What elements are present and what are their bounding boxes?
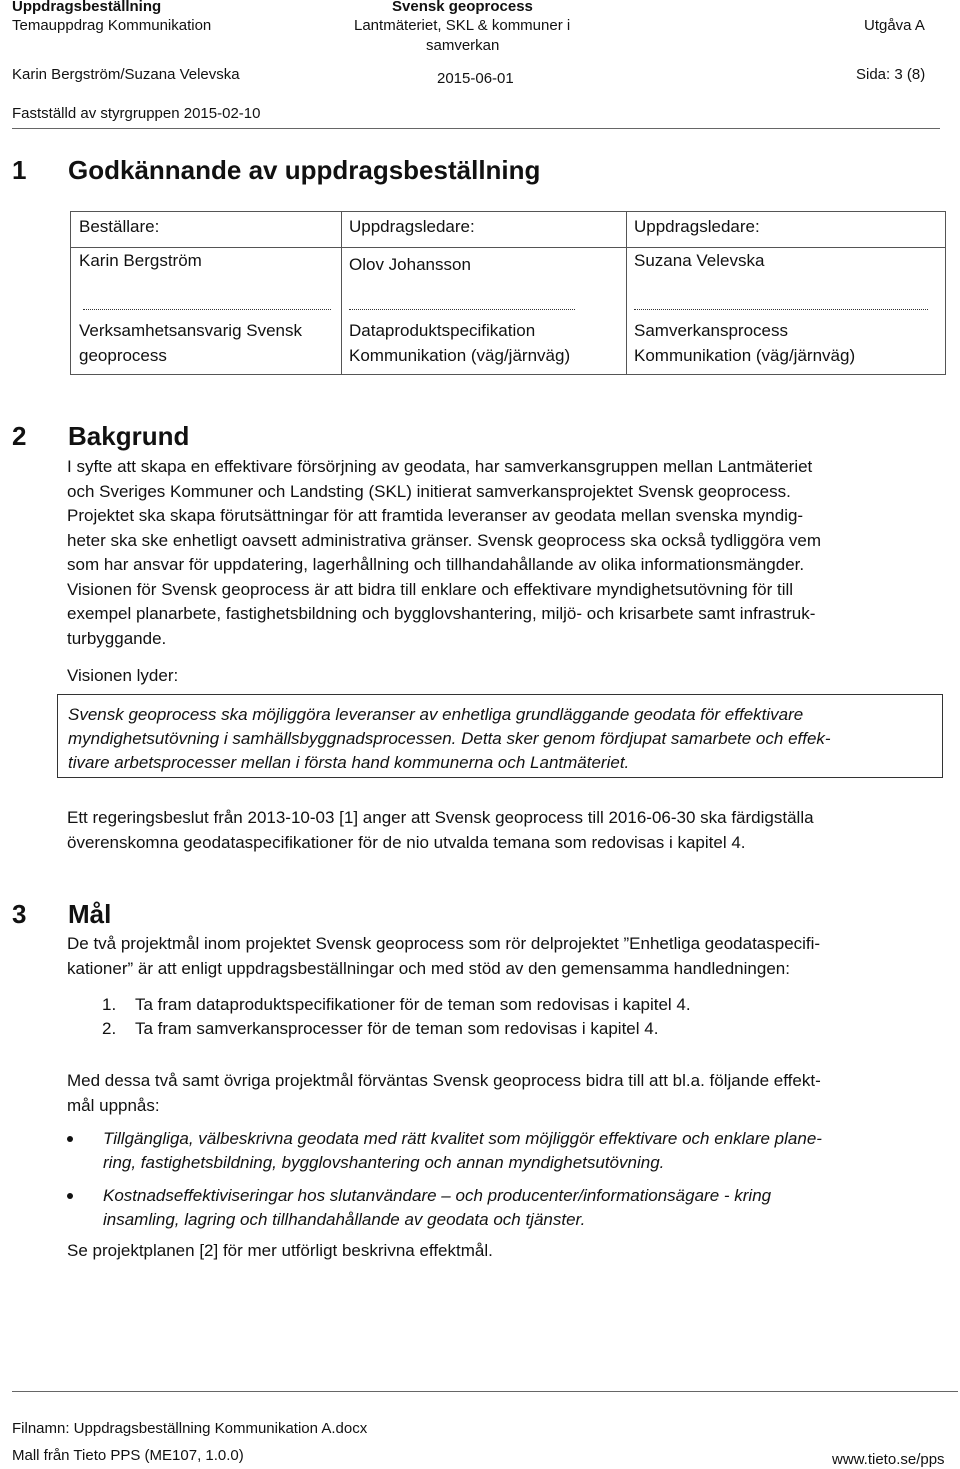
doc-date: 2015-06-01 [437,70,514,87]
text-line: Tillgängliga, välbeskrivna geodata med rätt kvalitet som möjliggör effektivare och enklare plane- [103,1129,822,1148]
table-col-divider [341,212,342,374]
list-text: Ta fram samverkansprocesser för de teman som redovisas i kapitel 4. [135,1019,659,1038]
section-2-heading [12,421,189,452]
section-title: Mål [68,899,112,929]
authors: Karin Bergström/Suzana Velevska [12,66,240,83]
text-line: De två projektmål inom projektet Svensk geoprocess som rör delprojektet ”Enhetliga geodataspecifi- [67,934,821,953]
footer-filename: Filnamn: Uppdragsbeställning Kommunikation A.docx [12,1420,368,1437]
text-line: Visionen för Svensk geoprocess är att bidra till enklare och effektivare myndighetsutövning för till [67,579,794,599]
signature-table [70,211,946,375]
text-line: överenskomna geodataspecifikationer för de nio utvalda temana som redovisas i kapitel 4. [67,832,746,852]
org-line-2: samverkan [426,37,500,54]
table-col-divider [626,212,627,374]
approved-note: Fastställd av styrgruppen 2015-02-10 [12,105,261,122]
text-line: Projektet ska skapa förutsättningar för att framtida leveranser av geodata mellan svenska myndig- [67,506,804,525]
list-number: 2. [102,1019,117,1038]
footer-link[interactable]: www.tieto.se/pps [832,1451,945,1468]
signature-cell-lead-1 [349,212,619,374]
text-line: exempel planarbete, fastighetsbildning och bygglovshantering, miljö- och krisarbete samt infrastruk- [67,604,816,623]
signature-line [634,302,928,310]
background-paragraph [67,455,947,651]
vision-quote-box [57,694,943,778]
signature-role: Verksamhetsansvarig Svensk geoprocess [79,321,302,365]
section-1-heading [12,155,540,186]
signature-label: Uppdragsledare: [634,217,760,236]
header-divider [12,128,940,129]
text-line: mål uppnås: [67,1095,160,1115]
page-number: Sida: 3 (8) [856,66,926,83]
footer-template: Mall från Tieto PPS (ME107, 1.0.0) [12,1447,244,1464]
section-number: 2 [12,421,27,451]
project-name: Svensk geoprocess [392,0,533,15]
signature-line [83,302,331,310]
text-line: Svensk geoprocess ska möjliggöra leveranser av enhetliga grundläggande geodata för effektivare [68,705,804,724]
closing-sentence: Se projektplanen [2] för mer utförligt beskrivna effektmål. [67,1241,493,1260]
org-line-1: Lantmäteriet, SKL & kommuner i [354,17,571,34]
decision-paragraph [67,806,947,855]
text-line: Med dessa två samt övriga projektmål förväntas Svensk geoprocess bidra till att bl.a. följande effekt- [67,1071,821,1090]
text-line: heter ska ske enhetligt oavsett administrativa gränser. Svensk geoprocess ska också tydliggöra vem [67,530,822,550]
text-line: och Sveriges Kommuner och Landsting (SKL) initierat samverkansprojektet Svensk geoprocess. [67,481,791,501]
text-line: insamling, lagring och tillhandahållande av geodata och tjänster. [103,1210,586,1229]
section-number: 1 [12,155,27,185]
edition: Utgåva A [864,17,925,34]
text-line: kationer” är att enligt uppdragsbeställningar och med stöd av den gemensamma handledningen: [67,958,790,978]
text-line: Kostnadseffektiviseringar hos slutanvändare – och producenter/informationsägare - kring [103,1186,772,1205]
signature-label: Beställare: [79,217,160,236]
signature-role: Samverkansprocess Kommunikation (väg/järnväg) [634,321,856,365]
section-number: 3 [12,899,27,929]
list-number: 1. [102,995,117,1014]
bullet-icon [67,1136,73,1142]
vision-intro: Visionen lyder: [67,666,179,685]
signature-cell-lead-2 [634,212,934,374]
text-line: som har ansvar för uppdatering, lagerhållning och tillhandahållande av olika informationsmängder. [67,555,805,574]
goal-list-item [102,1017,658,1042]
effect-bullet [67,1127,947,1175]
text-line: myndighetsutövning i samhällsbyggnadsprocessen. Detta sker genom fördjupat samarbete och effek- [68,729,831,748]
doc-type: Uppdragsbeställning [12,0,162,15]
goal-list-item [102,993,691,1018]
signature-role: Dataproduktspecifikation Kommunikation (väg/järnväg) [349,321,571,365]
signature-name: Suzana Velevska [634,251,765,270]
signature-name: Karin Bergström [79,251,202,270]
text-line: Ett regeringsbeslut från 2013-10-03 [1] anger att Svensk geoprocess till 2016-06-30 ska färdigställa [67,808,814,827]
goals-intro [67,932,947,981]
section-3-heading [12,899,111,930]
doc-subtitle: Temauppdrag Kommunikation [12,17,212,34]
section-title: Godkännande av uppdragsbeställning [68,155,541,185]
signature-cell-orderer [79,212,339,374]
section-title: Bakgrund [68,421,190,451]
effect-bullet [67,1184,947,1232]
bullet-icon [67,1193,73,1199]
effects-intro [67,1069,947,1118]
signature-line [349,302,575,310]
text-line: I syfte att skapa en effektivare försörjning av geodata, har samverkansgruppen mellan Lantmäteriet [67,457,813,476]
footer-divider [12,1391,958,1392]
signature-label: Uppdragsledare: [349,217,475,236]
text-line: turbyggande. [67,628,167,648]
text-line: tivare arbetsprocesser mellan i första hand kommunerna och Lantmäteriet. [68,753,630,772]
signature-name: Olov Johansson [349,255,471,274]
text-line: ring, fastighetsbildning, bygglovshantering och annan myndighetsutövning. [103,1153,665,1172]
list-text: Ta fram dataproduktspecifikationer för de teman som redovisas i kapitel 4. [135,995,691,1014]
